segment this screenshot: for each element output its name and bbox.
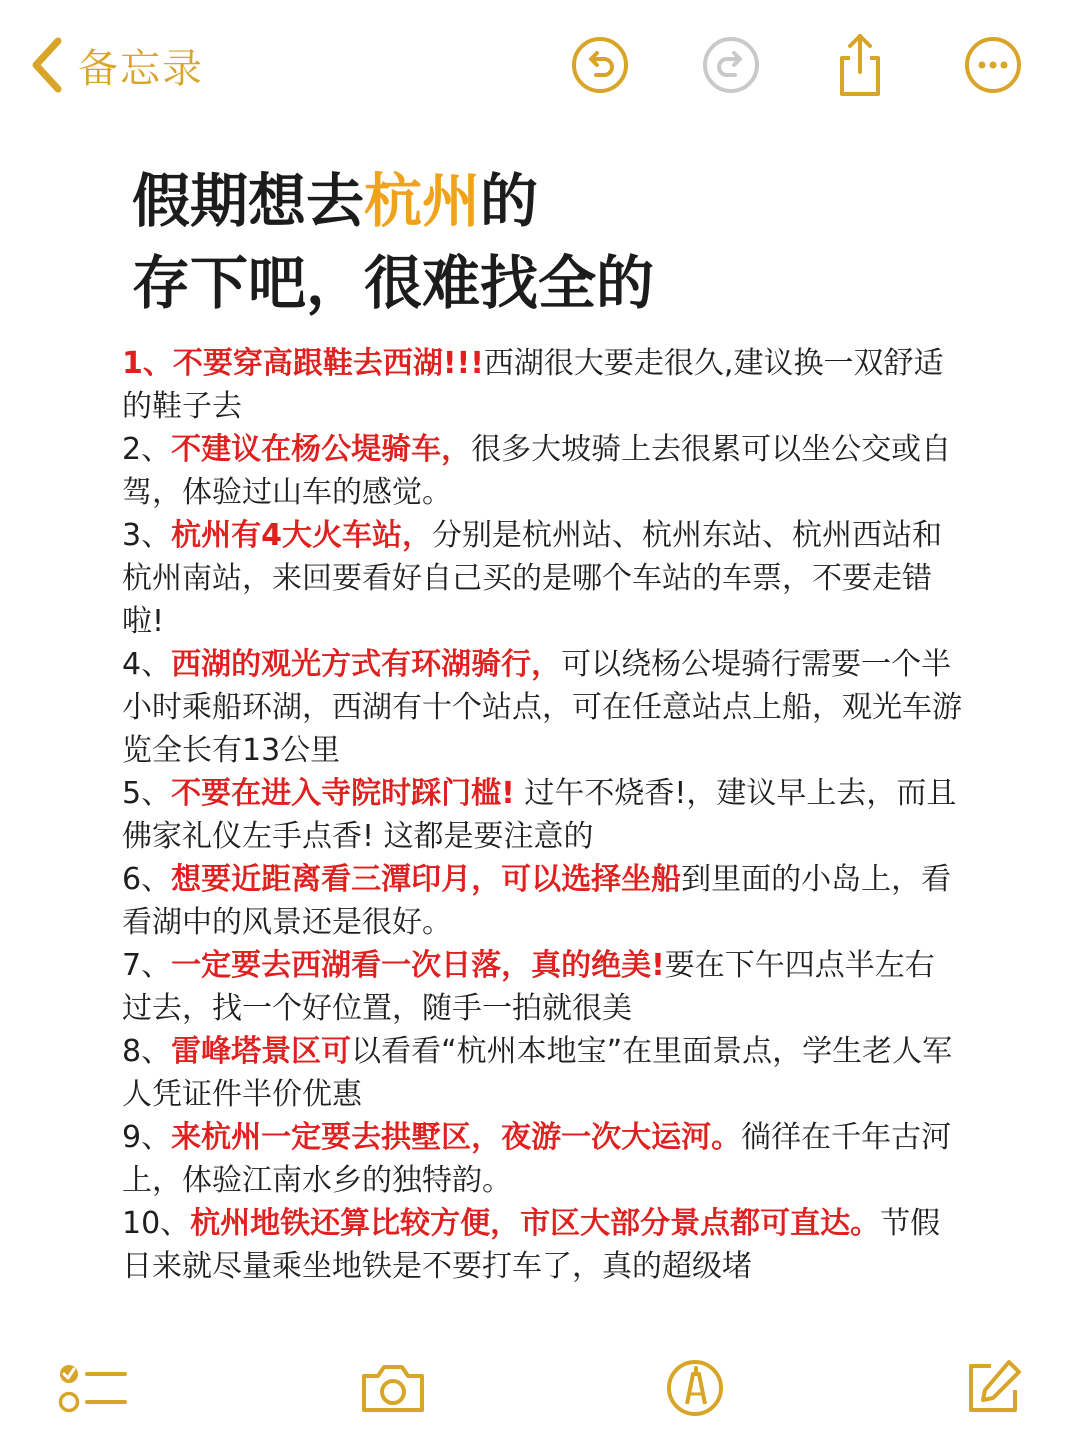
list-item <box>122 643 962 772</box>
body-text: 9、 <box>122 1120 172 1155</box>
list-item <box>122 342 962 428</box>
checklist-icon <box>55 1358 131 1418</box>
highlight-text: 1、不要穿高跟鞋去西湖!!! <box>122 346 484 381</box>
redo-icon <box>701 35 761 95</box>
more-icon <box>963 35 1023 95</box>
compose-icon <box>961 1356 1025 1420</box>
share-button[interactable] <box>825 30 895 100</box>
highlight-text: 一定要去西湖看一次日落，真的绝美! <box>171 948 665 983</box>
camera-icon <box>358 1360 428 1416</box>
list-item <box>122 772 962 858</box>
checklist-button[interactable] <box>55 1350 131 1426</box>
body-text: 4、 <box>122 647 172 682</box>
body-text: 10、 <box>122 1206 191 1241</box>
body-text: 7、 <box>122 948 172 983</box>
highlight-text: 不建议在杨公堤骑车， <box>171 432 472 467</box>
title-text: 的 <box>480 167 539 235</box>
body-text: 6、 <box>122 862 172 897</box>
share-icon <box>830 30 890 100</box>
body-text: 到里面的小岛上，看看湖中的风景还是很好。 <box>122 862 952 940</box>
body-text: 分别是杭州站、杭州东站、杭州西站和杭州南站，来回要看好自己买的是哪个车站的车票，不要走错啦! <box>122 518 942 639</box>
more-button[interactable] <box>958 30 1028 100</box>
back-button[interactable] <box>28 30 204 100</box>
list-item <box>122 1116 962 1202</box>
body-text: 可以绕杨公堤骑行需要一个半小时乘船环湖，西湖有十个站点，可在任意站点上船，观光车游览全长有13公里 <box>122 647 962 768</box>
note-title <box>132 160 1032 324</box>
title-highlight: 杭州 <box>364 167 481 235</box>
body-text: 3、 <box>122 518 172 553</box>
list-item <box>122 514 962 643</box>
body-text: 西湖很大要走很久,建议换一双舒适的鞋子去 <box>122 346 944 424</box>
highlight-text: 西湖的观光方式有环湖骑行， <box>171 647 562 682</box>
highlight-text: 想要近距离看三潭印月，可以选择坐船 <box>171 862 682 897</box>
body-text: 8、 <box>122 1034 172 1069</box>
compose-button[interactable] <box>955 1350 1031 1426</box>
markup-button[interactable] <box>657 1350 733 1426</box>
markup-pen-icon <box>665 1358 725 1418</box>
chevron-left-icon <box>28 35 64 95</box>
title-text: 假期想去 <box>132 167 365 235</box>
list-item <box>122 428 962 514</box>
list-item <box>122 858 962 944</box>
list-item <box>122 1030 962 1116</box>
back-label: 备忘录 <box>78 45 204 92</box>
title-line-1 <box>132 160 1032 242</box>
undo-button[interactable] <box>565 30 635 100</box>
highlight-text: 雷峰塔景区可 <box>171 1034 352 1069</box>
body-text: 要在下午四点半左右过去，找一个好位置，随手一拍就很美 <box>122 948 935 1026</box>
camera-button[interactable] <box>355 1350 431 1426</box>
highlight-text: 不要在进入寺院时踩门槛! <box>171 776 515 811</box>
note-body[interactable] <box>122 342 962 1288</box>
body-text: 节假日来就尽量乘坐地铁是不要打车了，真的超级堵 <box>122 1206 941 1284</box>
body-text: 以看看“杭州本地宝”在里面景点，学生老人军人凭证件半价优惠 <box>122 1034 953 1112</box>
undo-icon <box>570 35 630 95</box>
navigation-bar <box>0 0 1080 130</box>
body-text: 很多大坡骑上去很累可以坐公交或自驾，体验过山车的感觉。 <box>122 432 952 510</box>
bottom-toolbar <box>0 1340 1080 1430</box>
list-item <box>122 1202 962 1288</box>
list-item <box>122 944 962 1030</box>
body-text: 5、 <box>122 776 172 811</box>
title-line-2: 存下吧，很难找全的 <box>132 249 655 317</box>
redo-button[interactable] <box>696 30 766 100</box>
body-text: 2、 <box>122 432 172 467</box>
body-text: 徜徉在千年古河上，体验江南水乡的独特韵。 <box>122 1120 952 1198</box>
body-text: 过午不烧香!，建议早上去，而且佛家礼仪左手点香! 这都是要注意的 <box>122 776 957 854</box>
highlight-text: 杭州地铁还算比较方便，市区大部分景点都可直达。 <box>190 1206 881 1241</box>
highlight-text: 来杭州一定要去拱墅区，夜游一次大运河。 <box>171 1120 742 1155</box>
highlight-text: 杭州有4大火车站， <box>171 518 432 553</box>
